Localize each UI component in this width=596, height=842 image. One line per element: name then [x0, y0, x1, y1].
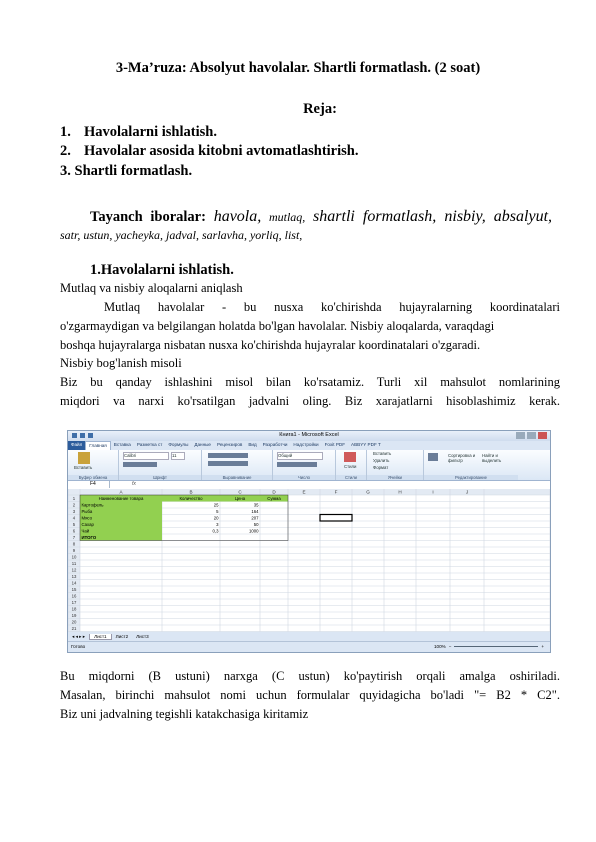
sheet-tabs — [68, 632, 550, 642]
page-title: 3-Ma’ruza: Absolyut havolalar. Shartli formatlash. (2 soat) — [115, 60, 481, 76]
paragraph-2-line-1: Biz bu qanday ishlashini misol bilan ko'rsatamiz. Turli xil mahsulot nomlarining — [60, 375, 560, 389]
ribbon — [68, 450, 550, 481]
row-header: 17 — [71, 600, 77, 605]
row-header: 20 — [71, 619, 77, 625]
insert-cells-label: Вставить — [373, 451, 392, 456]
row-header: 6 — [72, 528, 76, 534]
price-cell: 207 — [251, 515, 259, 521]
table-header-cell: Наименование товара — [98, 496, 144, 501]
find-select-label: Найти и выделить — [482, 453, 502, 463]
paragraph-1-line-1: Mutlaq havolalar - bu nusxa ko'chirishda hujayralarning koordinatalari — [104, 300, 560, 314]
subheading-relative-example: Nisbiy bog'lanish misoli — [60, 356, 182, 370]
group-cells — [367, 450, 424, 480]
column-header: G — [366, 489, 370, 495]
row-header: 10 — [71, 554, 77, 560]
sheet-tab-1: Лист1 — [89, 634, 112, 640]
group-label: Выравнивание — [202, 475, 272, 480]
excel-title-bar — [68, 431, 550, 441]
tab-formulas: Формулы — [168, 442, 189, 447]
quantity-cell: 3 — [216, 522, 219, 527]
group-label: Редактирование — [424, 475, 518, 480]
row-header: 7 — [72, 535, 76, 540]
excel-screenshot — [67, 430, 551, 653]
row-header: 8 — [72, 541, 76, 547]
tab-foxit: Foxit PDF — [324, 442, 346, 447]
column-header-bar — [68, 489, 550, 495]
fx-icon: fx — [132, 481, 136, 487]
align-icons — [208, 453, 248, 458]
row-header: 2 — [72, 502, 76, 508]
paste-icon — [78, 452, 90, 464]
delete-cells-label: Удалить — [373, 458, 390, 463]
column-header: D — [272, 489, 276, 495]
group-align — [202, 450, 273, 480]
name-cell-fill — [80, 515, 162, 522]
paste-label: Вставить — [74, 465, 93, 470]
paragraph-3-line-1: Bu miqdorni (B ustuni) narxga (C ustun) ko'paytirish orqali amalga oshiriladi. — [60, 669, 560, 683]
format-cells-label: Формат — [373, 465, 389, 470]
plan-item-1: 1. Havolalarni ishlatish. — [60, 124, 217, 140]
tab-page-layout: Разметка ст — [136, 442, 163, 447]
group-clipboard — [68, 450, 119, 480]
font-style-icons — [123, 462, 157, 467]
align-icons — [208, 461, 248, 466]
row-header: 14 — [71, 580, 77, 586]
total-label-cell: ИТОГО — [81, 535, 97, 540]
subheading-absolute-relative: Mutlaq va nisbiy aloqalarni aniqlash — [60, 281, 243, 295]
product-name-cell: Мясо — [81, 515, 92, 521]
name-cell-fill — [80, 508, 162, 515]
column-header: A — [119, 489, 123, 495]
sheet-nav-arrows: ◂ ◂ ▸ ▸ — [72, 633, 86, 639]
keywords-line: Tayanch iboralar: havola, mutlaq, shartli formatlash, nisbiy, absalyut, — [90, 208, 553, 225]
group-label: Ячейки — [367, 475, 423, 480]
group-font — [119, 450, 202, 480]
product-name-cell: Сахар — [81, 522, 94, 527]
group-label: Шрифт — [119, 475, 201, 480]
row-header: 13 — [71, 574, 77, 579]
tab-abbyy: ABBYY PDF T — [351, 442, 381, 447]
zoom-out-icon: − — [448, 644, 452, 649]
sort-filter-label: Сортировка и фильтр — [448, 453, 476, 463]
price-cell: 1000 — [248, 528, 259, 534]
paragraph-2-line-2: miqdori va narxi ko'rsatilgan jadvalni oling. Biz xarajatlarni hisoblashimiz kerak. — [60, 394, 560, 408]
section-heading: 1.Havolalarni ishlatish. — [90, 262, 234, 278]
column-header: B — [189, 489, 193, 495]
column-header: J — [465, 489, 469, 495]
styles-icon — [344, 452, 356, 462]
plan-heading: Reja: — [303, 101, 337, 117]
row-header: 21 — [71, 626, 77, 631]
price-cell: 35 — [253, 502, 259, 508]
paragraph-1-line-3: boshqa hujayralarga nisbatan nusxa ko'chirishda hujayralar koordinatalari o'zgaradi. — [60, 338, 481, 352]
styles-label: Стили — [344, 464, 357, 469]
font-size-box: 11 — [171, 452, 185, 460]
maximize-icon — [527, 432, 536, 439]
autosum-icon — [428, 453, 438, 461]
tab-addins: Надстройки — [293, 442, 319, 447]
paragraph-3-line-2: Masalan, birinchi mahsulot nomi uchun formulalar quyidagicha bo'ladi "= B2 * C2". — [60, 688, 560, 702]
paragraph-3-line-3: Biz uni jadvalning tegishli katakchasiga kiritamiz — [60, 707, 309, 721]
quantity-cell: 0,3 — [212, 528, 219, 534]
row-header: 4 — [72, 515, 76, 521]
plan-item-2: 2. Havolalar asosida kitobni avtomatlashtirish. — [60, 143, 359, 159]
sheet-tab-3: Лист3 — [136, 634, 149, 639]
row-header: 5 — [72, 522, 76, 527]
keywords-line-2: satr, ustun, yacheyka, jadval, sarlavha, yorliq, list, — [60, 228, 303, 242]
worksheet-grid — [68, 489, 550, 632]
number-icons — [277, 462, 317, 467]
row-header: 19 — [71, 613, 77, 618]
tab-view: Вид — [248, 442, 257, 447]
tab-review: Рецензиров — [217, 442, 243, 447]
ribbon-tabs — [68, 441, 550, 450]
group-label: Буфер обмена — [68, 475, 118, 480]
group-editing — [424, 450, 518, 480]
product-name-cell: Рыба — [81, 509, 93, 514]
row-header: 11 — [71, 561, 77, 566]
price-cell: 50 — [253, 522, 259, 527]
zoom-level: 100% — [434, 644, 446, 649]
excel-status-area — [68, 632, 550, 652]
quantity-cell: 20 — [213, 515, 219, 521]
name-box: F4 — [70, 481, 110, 488]
group-styles — [336, 450, 367, 480]
font-name-box: Calibri — [123, 452, 169, 460]
price-cell: 164 — [251, 509, 259, 514]
table-header-cell: Количество — [179, 496, 203, 501]
row-header: 12 — [71, 567, 77, 573]
group-number — [273, 450, 336, 480]
tab-insert: Вставка — [113, 442, 131, 447]
tab-developer: Разработчи — [262, 442, 288, 447]
tab-file: Файл — [68, 441, 85, 450]
row-header: 18 — [71, 606, 77, 612]
plan-item-3: 3. Shartli formatlash. — [60, 163, 193, 179]
row-header: 9 — [72, 548, 76, 553]
column-header: C — [238, 489, 242, 495]
excel-window-title: Книга1 - Microsoft Excel — [279, 432, 339, 438]
tab-data: Данные — [194, 442, 211, 447]
name-cell-fill — [80, 528, 162, 535]
group-label: Стили — [336, 475, 366, 480]
column-header: F — [334, 489, 338, 495]
sheet-tab-2: Лист2 — [115, 634, 129, 639]
quantity-cell: 5 — [216, 509, 219, 514]
status-bar — [68, 642, 550, 652]
product-name-cell: Картофель — [81, 502, 104, 508]
quantity-cell: 25 — [213, 502, 219, 508]
zoom-control — [434, 644, 544, 649]
column-header: E — [302, 489, 306, 495]
minimize-icon — [516, 432, 525, 439]
column-header: I — [432, 489, 434, 495]
zoom-slider — [454, 646, 538, 647]
group-label: Число — [273, 475, 335, 480]
row-header: 1 — [72, 496, 76, 501]
tab-home: Главная — [85, 441, 110, 450]
zoom-in-icon: + — [541, 644, 544, 649]
row-header: 15 — [71, 587, 77, 592]
number-format-box: Общий — [277, 452, 323, 460]
column-header: H — [398, 489, 402, 495]
paragraph-1-line-2: o'zgarmaydigan va belgilangan holatda bo'lgan havolalar. Nisbiy aloqalarda, varaqdagi — [60, 319, 495, 333]
close-icon — [538, 432, 547, 439]
table-header-cell: Цена — [234, 496, 246, 501]
window-controls — [516, 432, 547, 439]
product-name-cell: Чай — [81, 528, 90, 534]
row-header: 16 — [71, 593, 77, 599]
table-header-cell: Сумма — [267, 496, 281, 501]
status-text: Готово — [71, 644, 86, 649]
row-header: 3 — [72, 509, 76, 514]
